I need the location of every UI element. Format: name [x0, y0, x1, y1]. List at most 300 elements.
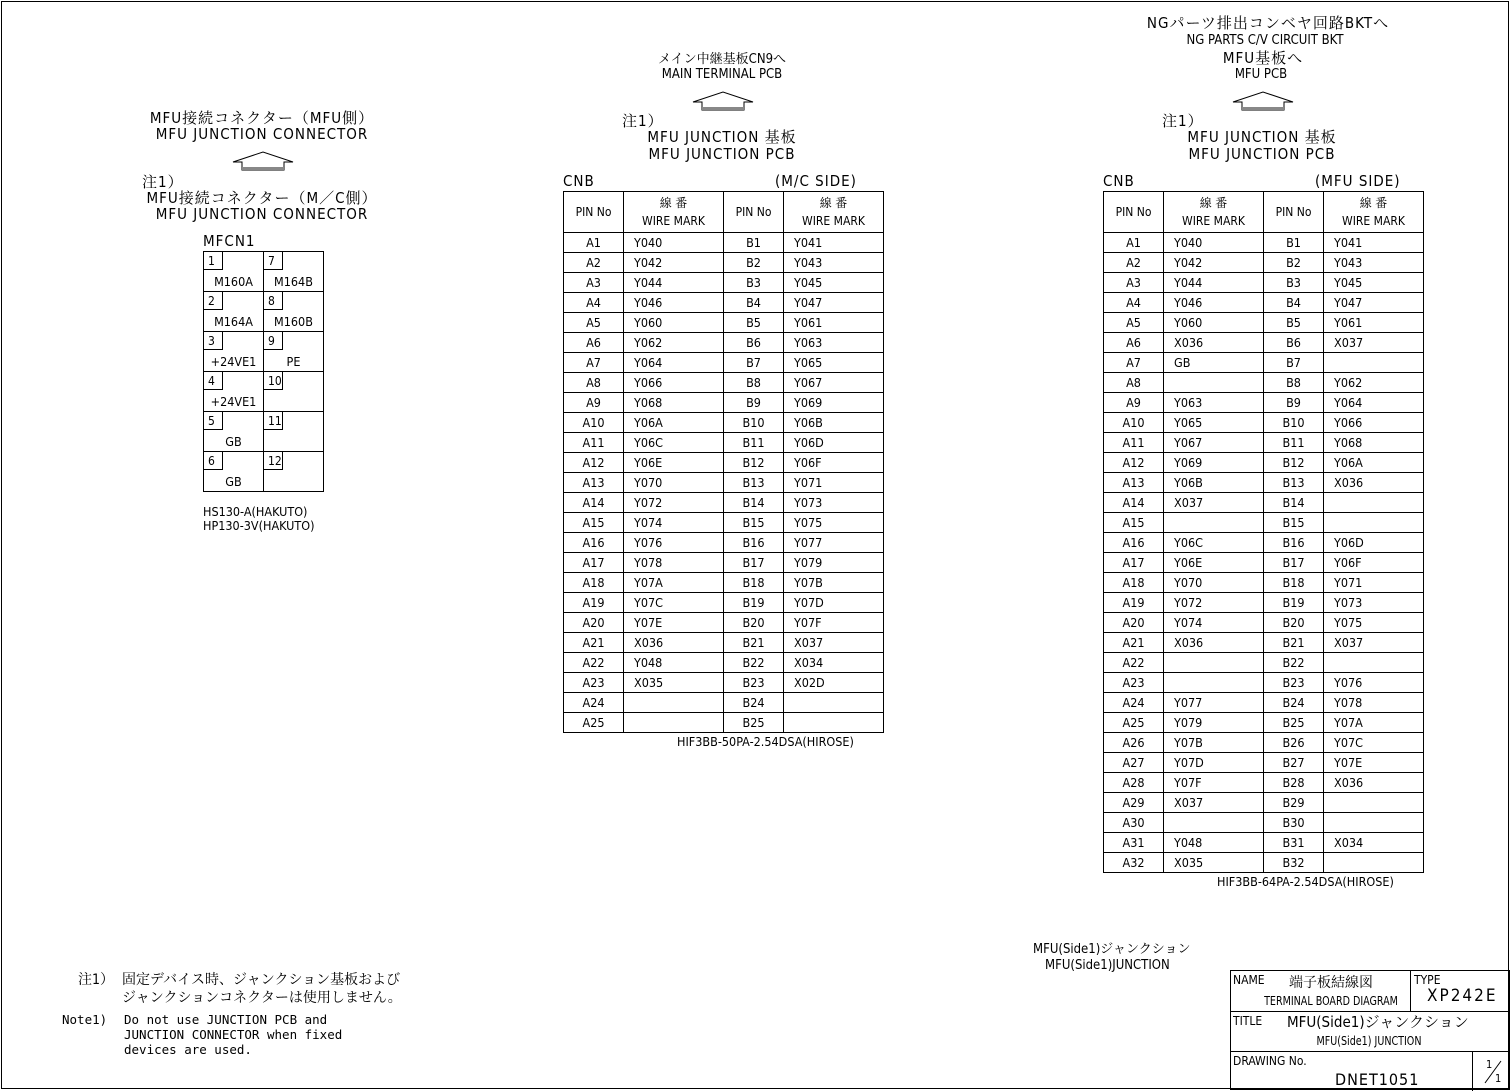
note-jp-mark: 注1）	[78, 972, 115, 988]
pin-b: B17	[724, 553, 784, 573]
wire-header	[1164, 192, 1264, 233]
pin-b: B19	[724, 593, 784, 613]
middle-side: (M/C SIDE)	[775, 172, 857, 190]
table-row	[1104, 793, 1424, 813]
wire-a: Y042	[624, 253, 724, 273]
pin-b: B24	[1264, 693, 1324, 713]
wire-b	[1324, 353, 1424, 373]
right-connector: CNB	[1103, 172, 1135, 190]
pin-b: B21	[724, 633, 784, 653]
wire-a: Y040	[1164, 233, 1264, 253]
pin-b: B22	[724, 653, 784, 673]
wire-a	[1164, 513, 1264, 533]
table-row	[1104, 553, 1424, 573]
wire-header-en: WIRE MARK	[802, 214, 865, 228]
wire-a	[1164, 813, 1264, 833]
pin-number: 9	[264, 332, 283, 350]
wire-a: Y06C	[1164, 533, 1264, 553]
table-row	[564, 693, 884, 713]
wire-b: Y061	[784, 313, 884, 333]
wire-b	[1324, 653, 1424, 673]
pin-b: B27	[1264, 753, 1324, 773]
wire-b: Y078	[1324, 693, 1424, 713]
pin-a: A13	[1104, 473, 1164, 493]
wire-a: Y078	[624, 553, 724, 573]
pin-b: B16	[724, 533, 784, 553]
table-row	[1104, 273, 1424, 293]
wire-b: Y07A	[1324, 713, 1424, 733]
pin-b: B8	[1264, 373, 1324, 393]
pin-number: 1	[204, 252, 223, 270]
table-row	[564, 473, 884, 493]
table-row	[1104, 333, 1424, 353]
wire-a: Y069	[1164, 453, 1264, 473]
middle-pin-table	[563, 191, 884, 733]
table-row	[564, 633, 884, 653]
wire-a: Y06E	[1164, 553, 1264, 573]
connector-pin	[204, 412, 264, 452]
wire-a: Y067	[1164, 433, 1264, 453]
connector-pin	[204, 252, 264, 292]
wire-b: X037	[1324, 633, 1424, 653]
right-pcb-en: MFU JUNCTION PCB	[1188, 145, 1336, 163]
wire-b	[1324, 813, 1424, 833]
pin-b: B3	[724, 273, 784, 293]
drawing-number: DNET1051	[1335, 1070, 1420, 1089]
note-mark: 注1）	[142, 173, 184, 191]
type-value: XP242E	[1427, 986, 1498, 1006]
table-row	[564, 493, 884, 513]
part-number-2: HP130-3V(HAKUTO)	[203, 518, 315, 533]
pin-a: A18	[564, 573, 624, 593]
wire-b	[1324, 493, 1424, 513]
pin-b: B19	[1264, 593, 1324, 613]
table-row	[564, 233, 884, 253]
pin-b: B8	[724, 373, 784, 393]
pin-a: A14	[1104, 493, 1164, 513]
table-row	[1104, 533, 1424, 553]
pin-signal: GB	[225, 434, 242, 449]
pin-a: A32	[1104, 853, 1164, 873]
table-row	[564, 333, 884, 353]
pin-a: A10	[564, 413, 624, 433]
pin-b: B23	[724, 673, 784, 693]
wire-a: X037	[1164, 793, 1264, 813]
pin-b: B11	[1264, 433, 1324, 453]
table-row	[564, 613, 884, 633]
pin-b: B4	[1264, 293, 1324, 313]
wire-a: Y048	[1164, 833, 1264, 853]
pin-a: A4	[564, 293, 624, 313]
right-part: HIF3BB-64PA-2.54DSA(HIROSE)	[1217, 874, 1394, 889]
wire-b: Y047	[784, 293, 884, 313]
connector-row	[204, 372, 324, 412]
table-row	[1104, 833, 1424, 853]
pin-a: A2	[1104, 253, 1164, 273]
note-mark: 注1）	[1162, 112, 1204, 130]
table-row	[1104, 353, 1424, 373]
table-row	[1104, 473, 1424, 493]
pin-number: 3	[204, 332, 223, 350]
table-row	[1104, 733, 1424, 753]
connector-pin	[264, 252, 324, 292]
connector-pin	[264, 452, 324, 492]
pin-b: B1	[1264, 233, 1324, 253]
pin-b: B5	[1264, 313, 1324, 333]
table-row	[1104, 493, 1424, 513]
pin-b: B18	[1264, 573, 1324, 593]
wire-a: Y06E	[624, 453, 724, 473]
pin-header: PIN No	[1264, 192, 1324, 233]
wire-a: Y040	[624, 233, 724, 253]
wire-a: GB	[1164, 353, 1264, 373]
wire-b: Y07D	[784, 593, 884, 613]
table-row	[564, 313, 884, 333]
table-row	[564, 713, 884, 733]
pin-signal: +24VE1	[210, 394, 257, 409]
pin-a: A22	[564, 653, 624, 673]
note-en-line1: Do not use JUNCTION PCB and	[124, 1012, 328, 1027]
wire-a	[1164, 373, 1264, 393]
wire-a: Y07E	[624, 613, 724, 633]
table-row	[1104, 413, 1424, 433]
pin-b: B4	[724, 293, 784, 313]
table-row	[564, 393, 884, 413]
pin-number: 12	[264, 452, 283, 470]
wire-a: Y068	[624, 393, 724, 413]
wire-a: Y062	[624, 333, 724, 353]
middle-dest-en: MAIN TERMINAL PCB	[661, 67, 783, 82]
wire-b: Y067	[784, 373, 884, 393]
pin-b: B14	[724, 493, 784, 513]
wire-b: Y062	[1324, 373, 1424, 393]
name-label: NAME	[1233, 973, 1265, 987]
pin-b: B20	[724, 613, 784, 633]
connector-pin	[264, 292, 324, 332]
pin-a: A3	[1104, 273, 1164, 293]
wire-a: Y044	[624, 273, 724, 293]
right-side: (MFU SIDE)	[1315, 172, 1401, 190]
right-dest-jp: NGパーツ排出コンベヤ回路BKTへ	[1146, 14, 1390, 32]
wire-a: Y048	[624, 653, 724, 673]
pin-b: B9	[724, 393, 784, 413]
sheet-slash	[1481, 1057, 1505, 1085]
pin-signal: M164A	[214, 314, 253, 329]
connector-row	[204, 252, 324, 292]
wire-b: Y045	[784, 273, 884, 293]
middle-connector: CNB	[563, 172, 595, 190]
wire-b: Y06B	[784, 413, 884, 433]
pin-a: A27	[1104, 753, 1164, 773]
wire-a: Y076	[624, 533, 724, 553]
pin-b: B20	[1264, 613, 1324, 633]
connector-pin	[264, 412, 324, 452]
right-dest2-jp: MFU基板へ	[1222, 49, 1304, 67]
wire-a: X037	[1164, 493, 1264, 513]
table-row	[564, 573, 884, 593]
wire-a: Y07A	[624, 573, 724, 593]
connector-row	[204, 332, 324, 372]
connector-row	[204, 292, 324, 332]
wire-a: Y074	[624, 513, 724, 533]
part-number-1: HS130-A(HAKUTO)	[203, 504, 308, 519]
pin-a: A24	[1104, 693, 1164, 713]
title-block	[1230, 970, 1510, 1090]
pin-b: B7	[724, 353, 784, 373]
pin-a: A11	[1104, 433, 1164, 453]
wire-b: Y047	[1324, 293, 1424, 313]
table-row	[1104, 293, 1424, 313]
pin-a: A12	[1104, 453, 1164, 473]
table-row	[564, 553, 884, 573]
wire-a: Y07B	[1164, 733, 1264, 753]
table-row	[1104, 253, 1424, 273]
wire-header-en: WIRE MARK	[642, 214, 705, 228]
note-mark: 注1）	[622, 112, 664, 130]
pin-signal: M164B	[274, 274, 313, 289]
table-row	[1104, 713, 1424, 733]
table-row	[564, 293, 884, 313]
wire-a	[624, 693, 724, 713]
wire-b: Y069	[784, 393, 884, 413]
wire-b: X037	[1324, 333, 1424, 353]
pin-signal: M160A	[214, 274, 253, 289]
pin-number: 8	[264, 292, 283, 310]
left-sub-en: MFU JUNCTION CONNECTOR	[155, 205, 369, 223]
wire-a: Y046	[624, 293, 724, 313]
wire-b	[784, 693, 884, 713]
table-row	[1104, 633, 1424, 653]
wire-b	[784, 713, 884, 733]
table-row	[564, 373, 884, 393]
pin-number: 6	[204, 452, 223, 470]
pin-b: B10	[1264, 413, 1324, 433]
wire-header	[624, 192, 724, 233]
connector-name: MFCN1	[203, 232, 256, 250]
connector-pin	[264, 332, 324, 372]
pin-b: B7	[1264, 353, 1324, 373]
wire-b: Y07B	[784, 573, 884, 593]
pin-a: A2	[564, 253, 624, 273]
pin-b: B12	[1264, 453, 1324, 473]
wire-b: Y075	[784, 513, 884, 533]
pin-a: A23	[1104, 673, 1164, 693]
middle-dest-jp: メイン中継基板CN9へ	[657, 52, 787, 67]
pin-b: B24	[724, 693, 784, 713]
wire-header-en: WIRE MARK	[1342, 214, 1405, 228]
table-row	[564, 513, 884, 533]
pin-a: A7	[1104, 353, 1164, 373]
pin-a: A13	[564, 473, 624, 493]
pin-a: A20	[1104, 613, 1164, 633]
sheet-number: 1	[1486, 1058, 1493, 1071]
table-row	[1104, 393, 1424, 413]
wire-a: X035	[1164, 853, 1264, 873]
wire-b: Y06F	[784, 453, 884, 473]
pin-b: B15	[724, 513, 784, 533]
right-pcb-jp: MFU JUNCTION 基板	[1187, 128, 1337, 146]
left-title-en: MFU JUNCTION CONNECTOR	[155, 125, 369, 143]
pin-header: PIN No	[724, 192, 784, 233]
pin-a: A5	[564, 313, 624, 333]
connector-pin	[204, 452, 264, 492]
connector-row	[204, 452, 324, 492]
pin-b: B6	[724, 333, 784, 353]
connector-pin	[204, 372, 264, 412]
wire-b: Y071	[784, 473, 884, 493]
table-row	[564, 273, 884, 293]
pin-a: A1	[564, 233, 624, 253]
pin-header: PIN No	[564, 192, 624, 233]
name-jp: 端子板結線図	[1289, 975, 1373, 991]
pin-b: B1	[724, 233, 784, 253]
wire-a: Y066	[624, 373, 724, 393]
caption-jp: MFU(Side1)ジャンクション	[1033, 942, 1191, 957]
wire-a: Y072	[1164, 593, 1264, 613]
left-sub-jp: MFU接続コネクター（M／C側）	[146, 189, 378, 207]
wire-a: Y046	[1164, 293, 1264, 313]
wire-a: Y079	[1164, 713, 1264, 733]
wire-a: Y074	[1164, 613, 1264, 633]
wire-b: Y045	[1324, 273, 1424, 293]
pin-b: B17	[1264, 553, 1324, 573]
wire-b: X02D	[784, 673, 884, 693]
table-row	[564, 433, 884, 453]
middle-part: HIF3BB-50PA-2.54DSA(HIROSE)	[677, 734, 854, 749]
wire-b: Y07F	[784, 613, 884, 633]
pin-a: A19	[564, 593, 624, 613]
pin-a: A24	[564, 693, 624, 713]
table-header	[564, 192, 884, 233]
pin-a: A19	[1104, 593, 1164, 613]
wire-b: Y064	[1324, 393, 1424, 413]
pin-a: A9	[564, 393, 624, 413]
note-en-line2: JUNCTION CONNECTOR when fixed	[124, 1027, 343, 1042]
title-en: MFU(Side1) JUNCTION	[1316, 1033, 1422, 1048]
pin-a: A18	[1104, 573, 1164, 593]
pin-b: B26	[1264, 733, 1324, 753]
wire-b: Y07C	[1324, 733, 1424, 753]
middle-pcb-en: MFU JUNCTION PCB	[648, 145, 796, 163]
table-row	[564, 353, 884, 373]
pin-a: A23	[564, 673, 624, 693]
wire-a: X036	[624, 633, 724, 653]
pin-b: B13	[1264, 473, 1324, 493]
pin-a: A15	[564, 513, 624, 533]
wire-a: Y077	[1164, 693, 1264, 713]
note-en-mark: Note1)	[62, 1012, 108, 1027]
table-row	[1104, 573, 1424, 593]
pin-a: A29	[1104, 793, 1164, 813]
pin-signal: PE	[286, 354, 301, 369]
wire-a: X036	[1164, 633, 1264, 653]
pin-number: 4	[204, 372, 223, 390]
pin-b: B25	[1264, 713, 1324, 733]
wire-a	[1164, 673, 1264, 693]
wire-b: Y07E	[1324, 753, 1424, 773]
wire-b: Y06D	[784, 433, 884, 453]
wire-b: X036	[1324, 473, 1424, 493]
pin-number: 11	[264, 412, 283, 430]
note-en-line3: devices are used.	[124, 1042, 252, 1057]
name-en: TERMINAL BOARD DIAGRAM	[1264, 993, 1398, 1008]
wire-a: Y063	[1164, 393, 1264, 413]
wire-b: Y06A	[1324, 453, 1424, 473]
pin-b: B6	[1264, 333, 1324, 353]
table-row	[1104, 673, 1424, 693]
wire-b: Y041	[1324, 233, 1424, 253]
pin-b: B10	[724, 413, 784, 433]
wire-a: Y06C	[624, 433, 724, 453]
wire-b: X036	[1324, 773, 1424, 793]
pin-signal: GB	[225, 474, 242, 489]
wire-a	[1164, 653, 1264, 673]
note-jp-line1: 固定デバイス時、ジャンクション基板および	[122, 972, 401, 988]
wire-b: Y079	[784, 553, 884, 573]
pin-b: B22	[1264, 653, 1324, 673]
pin-b: B29	[1264, 793, 1324, 813]
pin-b: B2	[724, 253, 784, 273]
table-row	[1104, 513, 1424, 533]
left-title-jp: MFU接続コネクター（MFU側）	[149, 109, 375, 127]
wire-header-en: WIRE MARK	[1182, 214, 1245, 228]
pin-a: A4	[1104, 293, 1164, 313]
pin-b: B11	[724, 433, 784, 453]
wire-a: Y070	[624, 473, 724, 493]
table-row	[564, 253, 884, 273]
wire-b: X037	[784, 633, 884, 653]
pin-b: B28	[1264, 773, 1324, 793]
connector-row	[204, 412, 324, 452]
wire-a: X036	[1164, 333, 1264, 353]
pin-a: A5	[1104, 313, 1164, 333]
wire-b: Y075	[1324, 613, 1424, 633]
table-row	[1104, 773, 1424, 793]
right-pin-table	[1103, 191, 1424, 873]
right-dest-en: NG PARTS C/V CIRCUIT BKT	[1186, 33, 1344, 48]
table-row	[564, 453, 884, 473]
connector-pin	[204, 332, 264, 372]
wire-header-jp: 線 番	[1359, 196, 1388, 210]
pin-a: A3	[564, 273, 624, 293]
pin-b: B3	[1264, 273, 1324, 293]
arrow-up-icon	[230, 150, 296, 172]
wire-a: Y070	[1164, 573, 1264, 593]
table-header	[1104, 192, 1424, 233]
table-row	[1104, 453, 1424, 473]
wire-header	[784, 192, 884, 233]
pin-a: A16	[1104, 533, 1164, 553]
wire-b: Y041	[784, 233, 884, 253]
pin-a: A25	[1104, 713, 1164, 733]
pin-a: A1	[1104, 233, 1164, 253]
pin-b: B5	[724, 313, 784, 333]
connector-pin-grid	[203, 251, 324, 492]
middle-pcb-jp: MFU JUNCTION 基板	[647, 128, 797, 146]
wire-b	[1324, 853, 1424, 873]
pin-a: A14	[564, 493, 624, 513]
wire-a: Y06A	[624, 413, 724, 433]
wire-b: Y065	[784, 353, 884, 373]
arrow-up-icon	[1230, 90, 1296, 112]
wire-a: X035	[624, 673, 724, 693]
table-row	[564, 593, 884, 613]
table-row	[1104, 853, 1424, 873]
pin-b: B12	[724, 453, 784, 473]
table-row	[1104, 313, 1424, 333]
wire-a	[624, 713, 724, 733]
pin-a: A7	[564, 353, 624, 373]
